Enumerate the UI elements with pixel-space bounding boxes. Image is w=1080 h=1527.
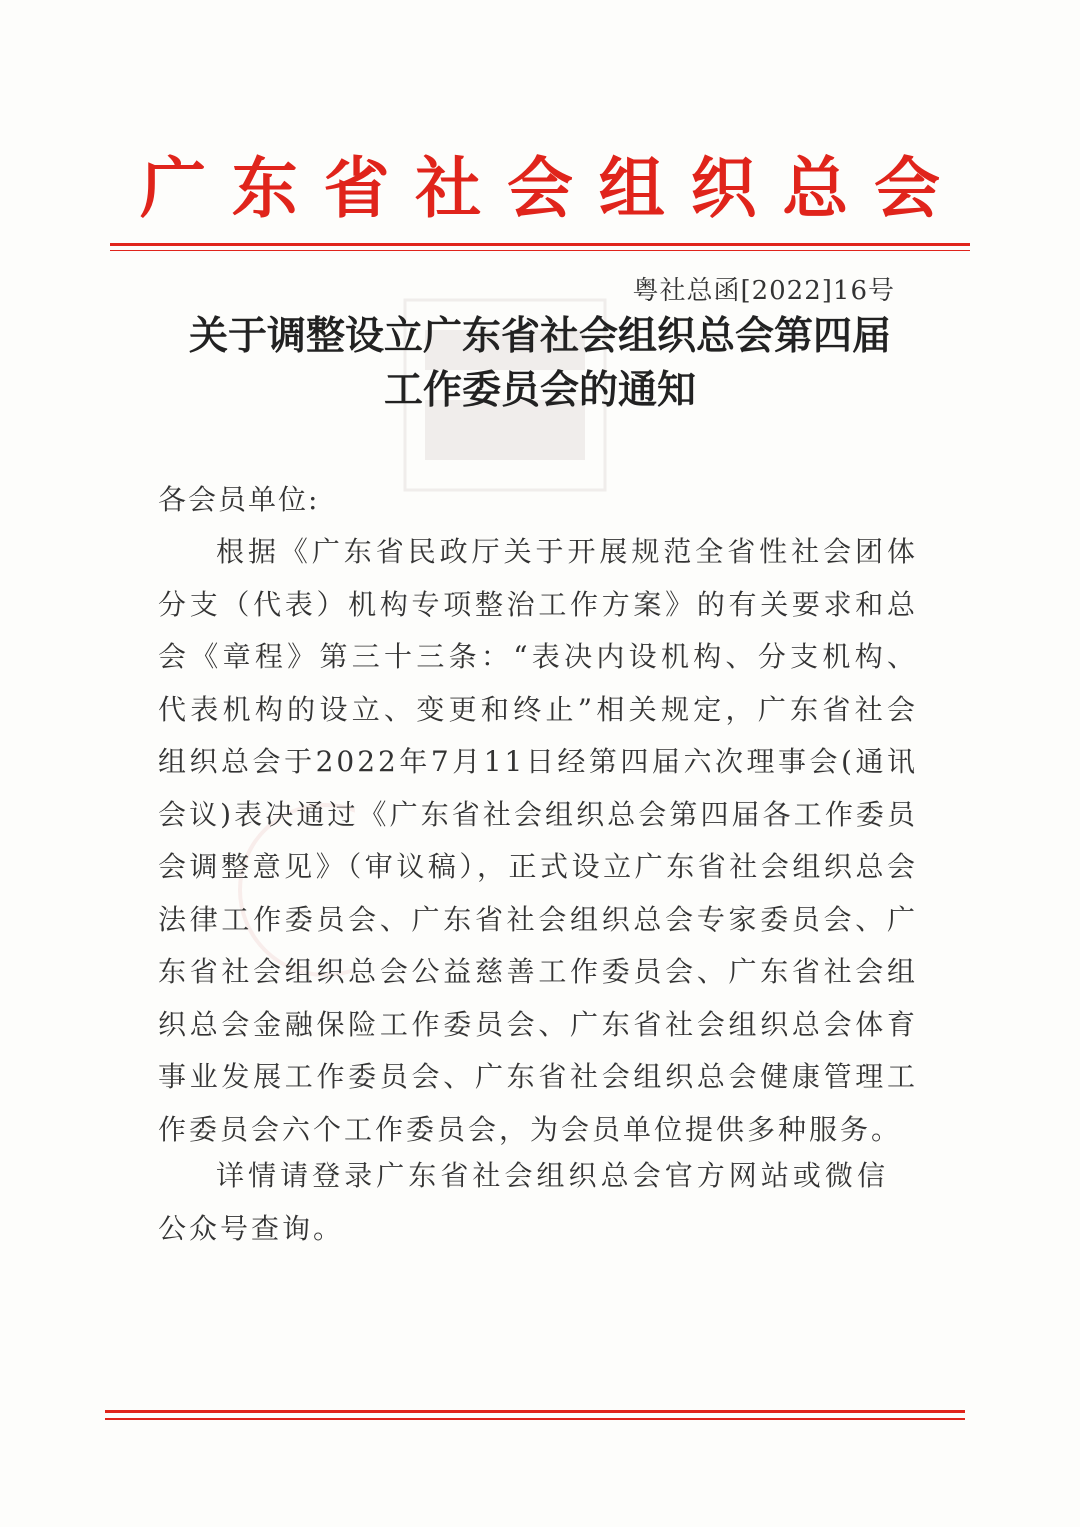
letterhead-char: 社 [415, 149, 482, 227]
letterhead-char: 东 [231, 149, 298, 227]
letterhead-divider-thin [110, 250, 970, 251]
letterhead-char: 织 [690, 149, 757, 227]
body-paragraph-2: 详情请登录广东省社会组织总会官方网站或微信公众号查询。 [158, 1159, 888, 1245]
document-number: 粤社总函[2022]16号 [632, 276, 895, 306]
footer-divider-thin [105, 1418, 965, 1420]
footer-divider-thick [105, 1410, 965, 1413]
body-paragraph-1: 根据《广东省民政厅关于开展规范全省性社会团体分支（代表）机构专项整治工作方案》的有关要求和总会《章程》第三十三条：“表决内设机构、分支机构、代表机构的设立、变更和终止”相关规定，广东省社会组织总会于2022年7月11日经第四届六次理事会(通讯会议)表决通过《广东省社会组织总会第四届各工作委员会调整意见》（审议稿），正式设立广东省社会组织总会法律工作委员会、广东省社会组织总会专家委员会、广东省社会组织总会公益慈善工作委员会、广东省社会组织总会金融保险工作委员会、广东省社会组织总会体育事业发展工作委员会、广东省社会组织总会健康管理工作委员会六个工作委员会，为会员单位提供多种服务。 [158, 535, 918, 1146]
salutation: 各会员单位: [158, 483, 320, 516]
letterhead-char: 会 [507, 149, 573, 227]
letterhead-char: 省 [323, 149, 390, 227]
letterhead-title [140, 148, 940, 228]
letterhead-char: 会 [874, 149, 940, 227]
letterhead-divider-thick [110, 243, 970, 246]
letterhead-char: 总 [782, 149, 849, 227]
document-title-line-2: 工作委员会的通知 [383, 367, 696, 413]
letterhead-char: 组 [598, 149, 665, 227]
document-title-line-1: 关于调整设立广东省社会组织总会第四届 [188, 313, 891, 359]
letterhead-char: 广 [140, 149, 206, 227]
